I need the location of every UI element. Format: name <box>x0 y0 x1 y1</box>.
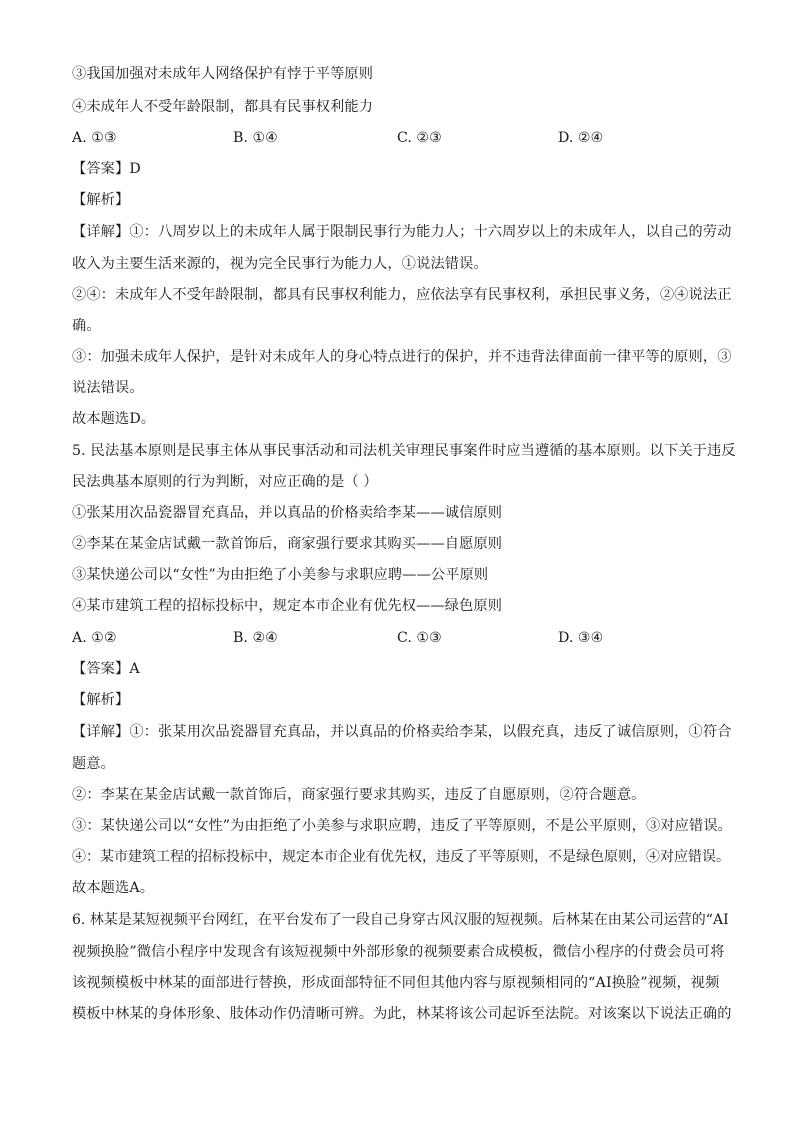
q5-stem-line: 5. 民法基本原则是民事主体从事民事活动和司法机关审理民事案件时应当遵循的基本原则。以下关于违反 <box>72 443 736 459</box>
q6-stem-line: 视频换脸”微信小程序中发现含有该短视频中外部形象的视频要素合成模板，微信小程序的付费会员可将 <box>72 944 725 960</box>
q5-conclusion: 故本题选A。 <box>72 880 155 896</box>
q5-detail-line: ③：某快递公司以“女性”为由拒绝了小美参与求职应聘，违反了平等原则，不是公平原则，③对应错误。 <box>72 818 732 834</box>
q4-detail-line: 确。 <box>72 318 101 334</box>
q4-option-a: A. ①③ <box>72 130 117 146</box>
q5-option-d: D. ③④ <box>558 630 604 646</box>
q4-detail-line: 收入为主要生活来源的，视为完全民事行为能力人，①说法错误。 <box>72 256 488 272</box>
q5-statement-1: ①张某用次品瓷器冒充真品，并以真品的价格卖给李某——诚信原则 <box>72 505 503 521</box>
q4-statement-3: ③我国加强对未成年人网络保护有悖于平等原则 <box>72 66 374 82</box>
q4-detail-line: ③：加强未成年人保护，是针对未成年人的身心特点进行的保护，并不违背法律面前一律平等的原则，③ <box>72 349 732 365</box>
q5-answer: 【答案】A <box>72 661 140 677</box>
q5-detail-line: ④：某市建筑工程的招标投标中，规定本市企业有优先权，违反了平等原则，不是绿色原则，④对应错误。 <box>72 849 730 865</box>
q4-conclusion: 故本题选D。 <box>72 411 156 427</box>
q5-analysis-label: 【解析】 <box>72 692 130 708</box>
q5-detail-line: 【详解】①：张某用次品瓷器冒充真品，并以真品的价格卖给李某，以假充真，违反了诚信原则，①符合 <box>72 724 732 740</box>
q4-statement-4: ④未成年人不受年龄限制，都具有民事权利能力 <box>72 99 374 115</box>
q5-options <box>72 628 736 648</box>
q5-detail-line: ②：李某在某金店试戴一款首饰后，商家强行要求其购买，违反了自愿原则，②符合题意。 <box>72 787 646 803</box>
q4-detail-line: 说法错误。 <box>72 380 144 396</box>
q6-stem-line: 6. 林某是某短视频平台网红，在平台发布了一段自己身穿古风汉服的短视频。后林某在由某公司运营的“AI <box>72 912 729 928</box>
q5-option-a: A. ①② <box>72 630 117 646</box>
q4-detail-line: ②④：未成年人不受年龄限制，都具有民事权利能力，应依法享有民事权利，承担民事义务，②④说法正 <box>72 287 732 303</box>
q4-analysis-label: 【解析】 <box>72 192 130 208</box>
q5-statement-3: ③某快递公司以“女性”为由拒绝了小美参与求职应聘——公平原则 <box>72 567 489 583</box>
q6-stem-line: 该视频模板中林某的面部进行替换，形成面部特征不同但其他内容与原视频相同的“AI换脸”视频，视频 <box>72 975 720 991</box>
q4-option-d: D. ②④ <box>558 130 604 146</box>
q4-option-c: C. ②③ <box>397 130 442 146</box>
q4-options <box>72 128 736 148</box>
q4-detail-line: 【详解】①：八周岁以上的未成年人属于限制民事行为能力人；十六周岁以上的未成年人，以自己的劳动 <box>72 224 732 240</box>
q6-stem-line: 模板中林某的身体形象、肢体动作仍清晰可辨。为此，林某将该公司起诉至法院。对该案以下说法正确的 <box>72 1006 732 1022</box>
q5-option-b: B. ②④ <box>233 630 278 646</box>
q4-option-b: B. ①④ <box>233 130 278 146</box>
q5-statement-2: ②李某在某金店试戴一款首饰后，商家强行要求其购买——自愿原则 <box>72 536 503 552</box>
q4-answer: 【答案】D <box>72 161 141 177</box>
q5-statement-4: ④某市建筑工程的招标投标中，规定本市企业有优先权——绿色原则 <box>72 598 503 614</box>
q5-option-c: C. ①③ <box>397 630 442 646</box>
q5-stem-line: 民法典基本原则的行为判断，对应正确的是（ ） <box>72 474 378 490</box>
q5-detail-line: 题意。 <box>72 756 116 772</box>
